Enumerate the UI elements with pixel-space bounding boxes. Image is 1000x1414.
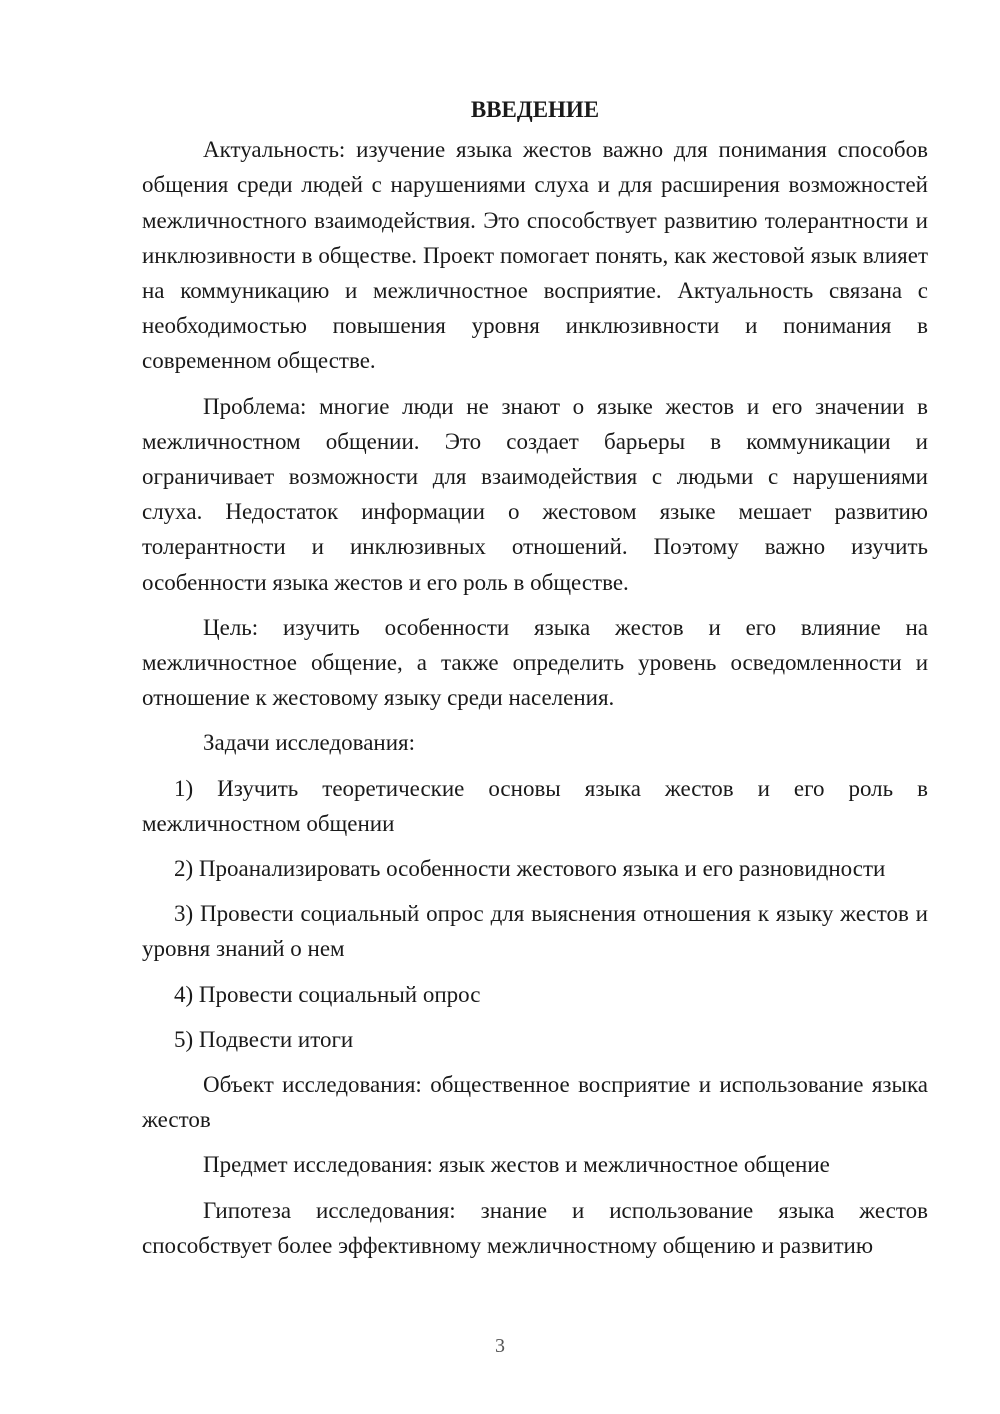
- task-item: 4) Провести социальный опрос: [174, 981, 481, 1007]
- page-number: 3: [495, 1335, 505, 1357]
- paragraph-object: Объект исследования: общественное восприятие и использование языка жестов: [142, 1072, 928, 1133]
- paragraph-hypothesis: Гипотеза исследования: знание и использование языка жестов способствует более эффективному межличностному общению и развитию: [142, 1197, 928, 1258]
- task-item: 2) Проанализировать особенности жестового языка и его разновидности: [174, 856, 886, 882]
- paragraph-goal: Цель: изучить особенности языка жестов и его влияние на межличностное общение, а также определить уровень осведомленности и отношение к жестовому языку среди населения.: [142, 614, 928, 711]
- paragraph-problem: Проблема: многие люди не знают о языке жестов и его значении в межличностном общении. Это создает барьеры в коммуникации и ограничивает возможности для взаимодействия с людьми с нарушениями слуха. Недостаток информации о жестовом языке мешает развитию толерантности и инклюзивных отношений. Поэтому важно изучить особенности языка жестов и его роль в обществе.: [142, 393, 928, 595]
- tasks-heading: Задачи исследования:: [203, 730, 416, 756]
- document-page: [142, 92, 928, 1273]
- paragraph-relevance: Актуальность: изучение языка жестов важно для понимания способов общения среди людей с нарушениями слуха и для расширения возможностей межличностного взаимодействия. Это способствует развитию толерантности и инклюзивности в обществе. Проект помогает понять, как жестовой язык влияет на коммуникацию и межличностное восприятие. Актуальность связана с необходимостью повышения уровня инклюзивности и понимания в современном обществе.: [142, 137, 928, 374]
- task-item: 1) Изучить теоретические основы языка жестов и его роль в межличностном общении: [142, 775, 928, 836]
- task-item: 5) Подвести итоги: [174, 1026, 354, 1052]
- section-title: ВВЕДЕНИЕ: [470, 97, 600, 122]
- task-item: 3) Провести социальный опрос для выяснения отношения к языку жестов и уровня знаний о нем: [142, 901, 928, 962]
- paragraph-subject: Предмет исследования: язык жестов и межличностное общение: [203, 1152, 830, 1178]
